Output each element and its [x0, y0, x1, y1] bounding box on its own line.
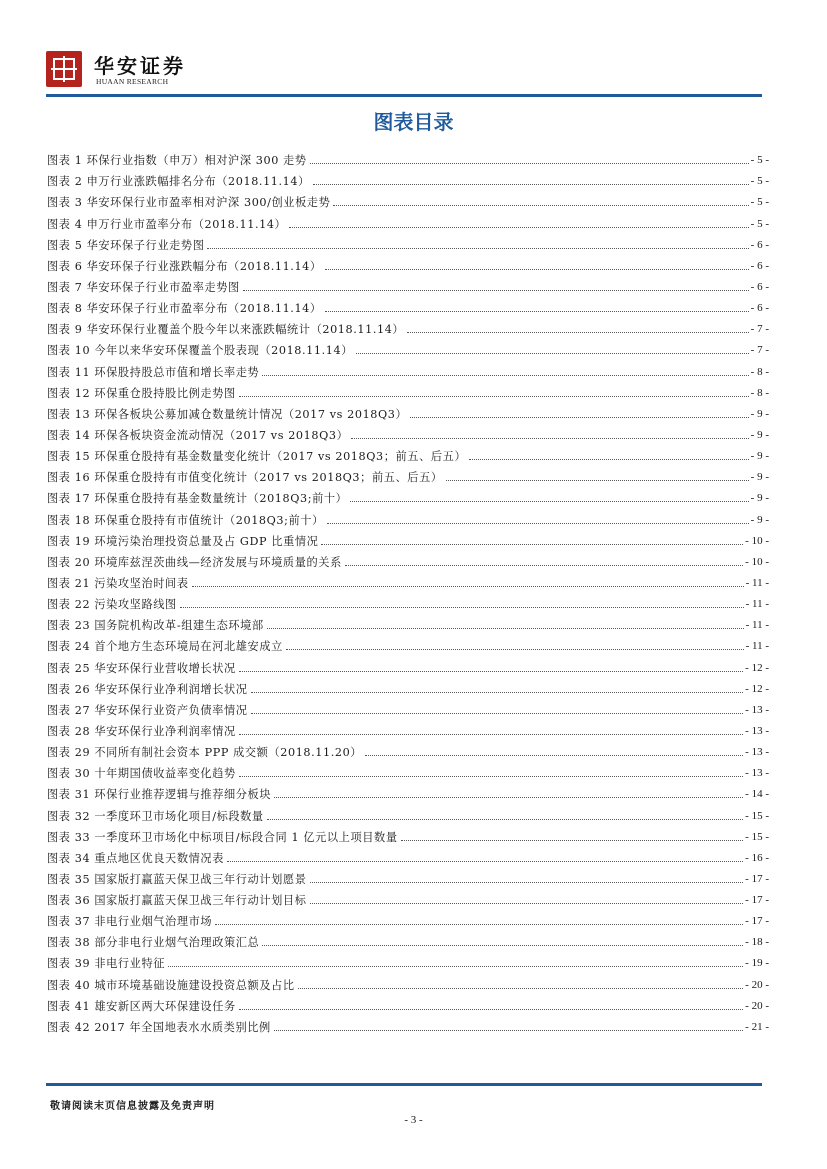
- toc-entry-page[interactable]: - 18 -: [745, 936, 769, 949]
- toc-entry-page[interactable]: - 14 -: [745, 788, 769, 801]
- toc-entry-page[interactable]: - 12 -: [745, 682, 769, 695]
- toc-entry-page[interactable]: - 7 -: [750, 344, 769, 357]
- toc-leader-dots: [267, 628, 744, 629]
- toc-leader-dots: [310, 882, 744, 883]
- toc-leader-dots: [243, 290, 749, 291]
- toc-leader-dots: [274, 1030, 743, 1031]
- toc-leader-dots: [310, 903, 744, 904]
- toc-leader-dots: [239, 776, 743, 777]
- toc-entry-label[interactable]: 图表 20 环境库兹涅茨曲线—经济发展与环境质量的关系: [47, 555, 342, 569]
- toc-entry-label[interactable]: 图表 2 申万行业涨跌幅排名分布（2018.11.14）: [47, 175, 310, 189]
- toc-leader-dots: [407, 332, 748, 333]
- toc-entry-label[interactable]: 图表 30 十年期国债收益率变化趋势: [47, 767, 236, 781]
- toc-entry-label[interactable]: 图表 27 华安环保行业资产负债率情况: [47, 703, 248, 717]
- toc-leader-dots: [325, 269, 749, 270]
- toc-entry-page[interactable]: - 17 -: [745, 915, 769, 928]
- toc-leader-dots: [168, 966, 743, 967]
- toc-entry-label[interactable]: 图表 14 环保各板块资金流动情况（2017 vs 2018Q3）: [47, 428, 349, 442]
- toc-entry-page[interactable]: - 9 -: [750, 513, 769, 526]
- toc-entry-label[interactable]: 图表 28 华安环保行业净利润率情况: [47, 724, 236, 738]
- footer-divider: [46, 1083, 762, 1086]
- toc-leader-dots: [410, 417, 748, 418]
- toc-entry-label[interactable]: 图表 6 华安环保子行业涨跌幅分布（2018.11.14）: [47, 259, 322, 273]
- toc-leader-dots: [286, 649, 744, 650]
- toc-entry[interactable]: [47, 949, 769, 970]
- toc-entry-page[interactable]: - 17 -: [745, 872, 769, 885]
- toc-entry-page[interactable]: - 8 -: [750, 386, 769, 399]
- toc-entry[interactable]: [47, 273, 769, 294]
- disclaimer-text: 敬请阅读末页信息披露及免责声明: [50, 1101, 215, 1112]
- toc-entry-label[interactable]: 图表 36 国家版打赢蓝天保卫战三年行动计划目标: [47, 894, 307, 908]
- toc-entry-label[interactable]: 图表 41 雄安新区两大环保建设任务: [47, 999, 236, 1013]
- toc-entry-page[interactable]: - 5 -: [750, 196, 769, 209]
- toc-entry[interactable]: [47, 188, 769, 209]
- toc-entry[interactable]: [47, 632, 769, 653]
- toc-entry-page[interactable]: - 13 -: [745, 724, 769, 737]
- toc-entry-page[interactable]: - 10 -: [745, 534, 769, 547]
- toc-leader-dots: [262, 375, 748, 376]
- toc-entry-label[interactable]: 图表 29 不同所有制社会资本 PPP 成交额（2018.11.20）: [47, 746, 363, 760]
- page-title: 图表目录: [373, 110, 454, 134]
- toc-entry-label[interactable]: 图表 16 环保重仓股持有市值变化统计（2017 vs 2018Q3；前五、后五）: [47, 471, 443, 485]
- toc-entry[interactable]: [47, 865, 769, 886]
- toc-leader-dots: [351, 438, 748, 439]
- toc-leader-dots: [469, 459, 748, 460]
- toc-entry-page[interactable]: - 6 -: [750, 259, 769, 272]
- toc-entry-label[interactable]: 图表 5 华安环保子行业走势图: [47, 238, 205, 252]
- huaan-logo-icon: [46, 51, 82, 87]
- toc-entry[interactable]: [47, 315, 769, 336]
- toc-entry-page[interactable]: - 9 -: [750, 407, 769, 420]
- toc-entry[interactable]: [47, 336, 769, 357]
- toc-entry-label[interactable]: 图表 22 污染攻坚路线图: [47, 598, 177, 612]
- toc-leader-dots: [180, 607, 744, 608]
- toc-leader-dots: [239, 734, 743, 735]
- toc-entry-page[interactable]: - 8 -: [750, 365, 769, 378]
- toc-leader-dots: [313, 184, 749, 185]
- toc-entry-page[interactable]: - 6 -: [750, 238, 769, 251]
- toc-leader-dots: [325, 311, 749, 312]
- toc-entry[interactable]: [47, 209, 769, 230]
- toc-entry[interactable]: [47, 1013, 769, 1034]
- toc-leader-dots: [207, 248, 748, 249]
- toc-entry-label[interactable]: 图表 35 国家版打赢蓝天保卫战三年行动计划愿景: [47, 872, 307, 886]
- toc-leader-dots: [274, 797, 743, 798]
- toc-entry[interactable]: [47, 463, 769, 484]
- toc-entry-page[interactable]: - 20 -: [745, 978, 769, 991]
- toc-entry-page[interactable]: - 13 -: [745, 767, 769, 780]
- toc-leader-dots: [192, 586, 744, 587]
- toc-entry-page[interactable]: - 6 -: [750, 280, 769, 293]
- toc-entry-page[interactable]: - 11 -: [745, 640, 769, 653]
- toc-entry[interactable]: [47, 146, 769, 167]
- toc-entry[interactable]: [47, 400, 769, 421]
- toc-entry-page[interactable]: - 7 -: [750, 323, 769, 336]
- toc-leader-dots: [239, 671, 743, 672]
- toc-entry[interactable]: [47, 421, 769, 442]
- toc-entry-label[interactable]: 图表 13 环保各板块公募加减仓数量统计情况（2017 vs 2018Q3）: [47, 407, 408, 421]
- toc-entry[interactable]: [47, 844, 769, 865]
- toc-leader-dots: [289, 227, 748, 228]
- toc-leader-dots: [333, 205, 748, 206]
- toc-entry-page[interactable]: - 20 -: [745, 999, 769, 1012]
- toc-leader-dots: [298, 988, 743, 989]
- brand-name-cn: 华安证券: [94, 54, 186, 78]
- toc-entry-page[interactable]: - 11 -: [745, 576, 769, 589]
- toc-entry[interactable]: [47, 696, 769, 717]
- toc-entry[interactable]: [47, 357, 769, 378]
- toc-leader-dots: [267, 819, 743, 820]
- toc-entry[interactable]: [47, 886, 769, 907]
- toc-entry-label[interactable]: 图表 23 国务院机构改革-组建生态环境部: [47, 619, 264, 633]
- toc-leader-dots: [321, 544, 743, 545]
- toc-entry-label[interactable]: 图表 34 重点地区优良天数情况表: [47, 851, 224, 865]
- toc-entry[interactable]: [47, 992, 769, 1013]
- toc-entry-page[interactable]: - 9 -: [750, 471, 769, 484]
- toc-entry-page[interactable]: - 16 -: [745, 851, 769, 864]
- toc-entry[interactable]: [47, 569, 769, 590]
- toc-entry-label[interactable]: 图表 11 环保股持股总市值和增长率走势: [47, 365, 260, 379]
- toc-entry-page[interactable]: - 12 -: [745, 661, 769, 674]
- toc-entry-label[interactable]: 图表 38 部分非电行业烟气治理政策汇总: [47, 936, 260, 950]
- toc-entry-label[interactable]: 图表 37 非电行业烟气治理市场: [47, 915, 213, 929]
- toc-entry[interactable]: [47, 294, 769, 315]
- toc-leader-dots: [239, 396, 749, 397]
- toc-entry-label[interactable]: 图表 21 污染攻坚治时间表: [47, 576, 189, 590]
- toc-entry-page[interactable]: - 5 -: [750, 217, 769, 230]
- toc-leader-dots: [365, 755, 743, 756]
- toc-leader-dots: [251, 692, 744, 693]
- toc-entry-page[interactable]: - 10 -: [745, 555, 769, 568]
- toc-leader-dots: [227, 861, 743, 862]
- page-number: - 3 -: [404, 1114, 423, 1126]
- toc-entry-page[interactable]: - 21 -: [745, 1020, 769, 1033]
- toc-entry-label[interactable]: 图表 25 华安环保行业营收增长状况: [47, 661, 236, 675]
- report-header: [46, 46, 766, 96]
- toc-entry-page[interactable]: - 17 -: [745, 894, 769, 907]
- toc-leader-dots: [327, 523, 749, 524]
- toc-entry[interactable]: [47, 590, 769, 611]
- toc-entry-label[interactable]: 图表 9 华安环保行业覆盖个股今年以来涨跌幅统计（2018.11.14）: [47, 323, 405, 337]
- toc-entry-label[interactable]: 图表 17 环保重仓股持有基金数量统计（2018Q3;前十）: [47, 492, 348, 506]
- toc-entry[interactable]: [47, 907, 769, 928]
- toc-entry-page[interactable]: - 13 -: [745, 703, 769, 716]
- toc-entry-label[interactable]: 图表 18 环保重仓股持有市值统计（2018Q3;前十）: [47, 513, 324, 527]
- toc-entry-label[interactable]: 图表 42 2017 年全国地表水水质类别比例: [47, 1020, 271, 1034]
- toc-entry-label[interactable]: 图表 33 一季度环卫市场化中标项目/标段合同 1 亿元以上项目数量: [47, 830, 398, 844]
- toc-entry-page[interactable]: - 5 -: [750, 175, 769, 188]
- header-divider: [46, 94, 762, 97]
- toc-entry[interactable]: [47, 823, 769, 844]
- table-of-figures: [47, 146, 769, 1034]
- toc-entry[interactable]: [47, 759, 769, 780]
- toc-leader-dots: [350, 501, 748, 502]
- toc-entry-page[interactable]: - 6 -: [750, 302, 769, 315]
- toc-entry[interactable]: [47, 738, 769, 759]
- toc-entry[interactable]: [47, 484, 769, 505]
- toc-leader-dots: [446, 480, 749, 481]
- toc-entry-label[interactable]: 图表 1 环保行业指数（申万）相对沪深 300 走势: [47, 154, 307, 168]
- toc-entry-label[interactable]: 图表 32 一季度环卫市场化项目/标段数量: [47, 809, 264, 823]
- toc-entry[interactable]: [47, 505, 769, 526]
- toc-entry[interactable]: [47, 231, 769, 252]
- toc-leader-dots: [262, 945, 743, 946]
- toc-entry-page[interactable]: - 9 -: [750, 428, 769, 441]
- toc-leader-dots: [239, 1009, 743, 1010]
- toc-entry[interactable]: [47, 675, 769, 696]
- toc-entry-label[interactable]: 图表 12 环保重仓股持股比例走势图: [47, 386, 236, 400]
- toc-leader-dots: [356, 353, 749, 354]
- toc-leader-dots: [310, 163, 749, 164]
- toc-entry-label[interactable]: 图表 26 华安环保行业净利润增长状况: [47, 682, 248, 696]
- toc-entry[interactable]: [47, 379, 769, 400]
- toc-entry[interactable]: [47, 780, 769, 801]
- toc-entry[interactable]: [47, 611, 769, 632]
- toc-entry[interactable]: [47, 527, 769, 548]
- toc-entry[interactable]: [47, 970, 769, 991]
- toc-leader-dots: [401, 840, 744, 841]
- toc-entry-page[interactable]: - 9 -: [750, 492, 769, 505]
- toc-entry[interactable]: [47, 442, 769, 463]
- toc-entry[interactable]: [47, 928, 769, 949]
- toc-entry[interactable]: [47, 167, 769, 188]
- toc-entry[interactable]: [47, 801, 769, 822]
- toc-entry-page[interactable]: - 13 -: [745, 746, 769, 759]
- toc-entry[interactable]: [47, 252, 769, 273]
- toc-entry-label[interactable]: 图表 40 城市环境基础设施建设投资总额及占比: [47, 978, 295, 992]
- toc-entry-page[interactable]: - 15 -: [745, 809, 769, 822]
- toc-entry-label[interactable]: 图表 39 非电行业特征: [47, 957, 166, 971]
- toc-entry-page[interactable]: - 15 -: [745, 830, 769, 843]
- toc-entry-label[interactable]: 图表 24 首个地方生态环境局在河北雄安成立: [47, 640, 283, 654]
- toc-entry-label[interactable]: 图表 10 今年以来华安环保覆盖个股表现（2018.11.14）: [47, 344, 353, 358]
- toc-entry-label[interactable]: 图表 19 环境污染治理投资总量及占 GDP 比重情况: [47, 534, 319, 548]
- toc-leader-dots: [345, 565, 743, 566]
- toc-entry-label[interactable]: 图表 4 申万行业市盈率分布（2018.11.14）: [47, 217, 287, 231]
- toc-entry-page[interactable]: - 5 -: [750, 154, 769, 167]
- toc-entry-label[interactable]: 图表 7 华安环保子行业市盈率走势图: [47, 280, 240, 294]
- toc-entry[interactable]: [47, 653, 769, 674]
- toc-entry[interactable]: [47, 548, 769, 569]
- toc-leader-dots: [215, 924, 743, 925]
- toc-entry-label[interactable]: 图表 15 环保重仓股持有基金数量变化统计（2017 vs 2018Q3；前五、后五）: [47, 450, 467, 464]
- brand-name-en: HUAAN RESEARCH: [96, 77, 169, 86]
- toc-entry-label[interactable]: 图表 31 环保行业推荐逻辑与推荐细分板块: [47, 788, 272, 802]
- toc-entry-label[interactable]: 图表 8 华安环保子行业市盈率分布（2018.11.14）: [47, 302, 322, 316]
- toc-entry[interactable]: [47, 717, 769, 738]
- toc-entry-page[interactable]: - 19 -: [745, 957, 769, 970]
- toc-leader-dots: [251, 713, 744, 714]
- toc-entry-page[interactable]: - 11 -: [745, 619, 769, 632]
- toc-entry-label[interactable]: 图表 3 华安环保行业市盈率相对沪深 300/创业板走势: [47, 196, 331, 210]
- toc-entry-page[interactable]: - 11 -: [745, 598, 769, 611]
- toc-entry-page[interactable]: - 9 -: [750, 450, 769, 463]
